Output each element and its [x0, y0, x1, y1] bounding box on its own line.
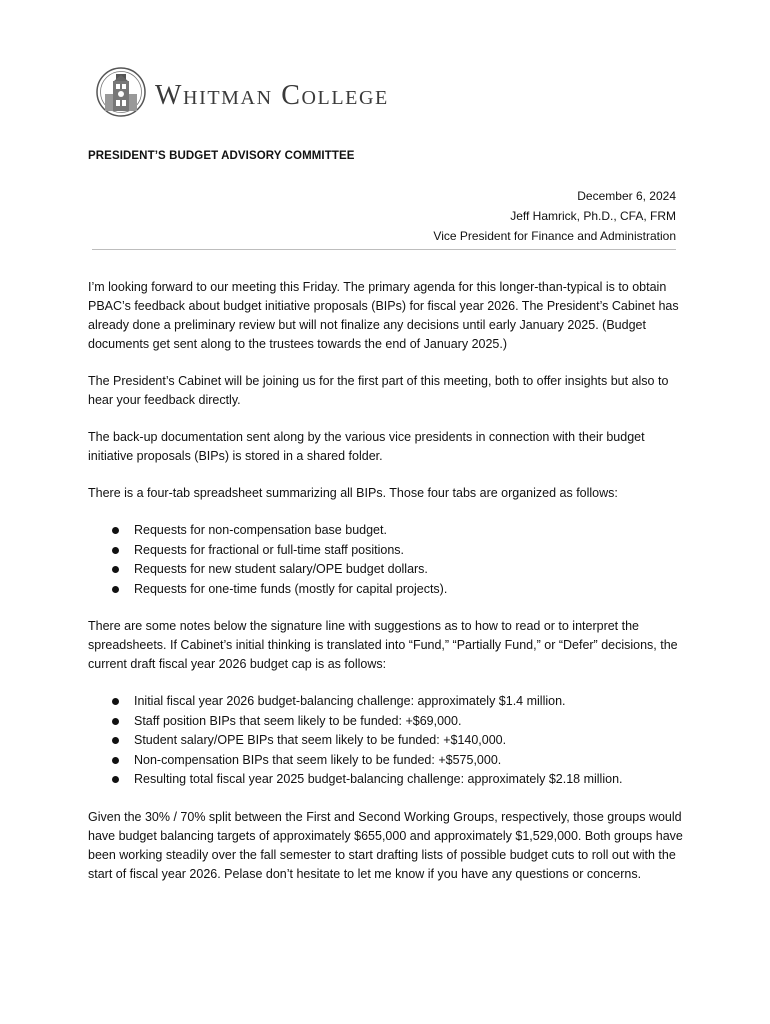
- memo-author-title: Vice President for Finance and Administration: [433, 229, 676, 243]
- memo-author: Jeff Hamrick, Ph.D., CFA, FRM: [510, 209, 676, 223]
- paragraph-cabinet: The President’s Cabinet will be joining us for the first part of this meeting, both to offer insights but also to hear your feedback directly.: [88, 374, 669, 407]
- paragraph-documentation: The back-up documentation sent along by the various vice presidents in connection with their budget initiative proposals (BIPs) is stored in a shared folder.: [88, 430, 645, 463]
- bullet-icon: [112, 757, 119, 764]
- list-item: Staff position BIPs that seem likely to be funded: +$69,000.: [108, 712, 688, 732]
- paragraph-working-groups: Given the 30% / 70% split between the First and Second Working Groups, respectively, those groups would have budget balancing targets of approximately $655,000 and approximately $1,529,000. Both groups have been working steadily over the fall semester to start drafting lists of possible budget cuts to roll out with the start of fiscal year 2026. Pelase don’t hesitate to let me know if you have any questions or concerns.: [88, 809, 683, 881]
- paragraph-budget-cap: There are some notes below the signature line with suggestions as to how to read or to interpret the spreadsheets. If Cabinet’s initial thinking is translated into “Fund,” “Partially Fund,” or “Defer” decisions, the current draft fiscal year 2026 budget cap is as follows:: [88, 619, 678, 671]
- paragraph-spreadsheet: There is a four-tab spreadsheet summarizing all BIPs. Those four tabs are organized as follows:: [88, 486, 618, 500]
- bullet-icon: [112, 776, 119, 783]
- bullet-icon: [112, 547, 119, 554]
- memo-body: [88, 278, 688, 902]
- spreadsheet-tabs-list: [88, 521, 688, 599]
- list-item: Non-compensation BIPs that seem likely to be funded: +$575,000.: [108, 751, 688, 771]
- college-seal-icon: [95, 66, 147, 118]
- paragraph-intro: I’m looking forward to our meeting this Friday. The primary agenda for this longer-than-typical is to obtain PBAC’s feedback about budget initiative proposals (BIPs) for fiscal year 2026. The President’s Cabinet has already done a preliminary review but will not finalize any decisions until early January 2025. (Budget documents get sent along to the trustees towards the end of January 2025.): [88, 280, 679, 351]
- bullet-icon: [112, 586, 119, 593]
- bullet-icon: [112, 737, 119, 744]
- college-logo: [95, 66, 389, 118]
- bullet-icon: [112, 698, 119, 705]
- list-item: Requests for one-time funds (mostly for capital projects).: [108, 580, 688, 600]
- list-item: Requests for new student salary/OPE budget dollars.: [108, 560, 688, 580]
- list-item: Initial fiscal year 2026 budget-balancing challenge: approximately $1.4 million.: [108, 692, 688, 712]
- list-item: Requests for fractional or full-time staff positions.: [108, 541, 688, 561]
- committee-heading: PRESIDENT’S BUDGET ADVISORY COMMITTEE: [88, 150, 355, 162]
- bullet-icon: [112, 566, 119, 573]
- bullet-icon: [112, 718, 119, 725]
- memo-date: December 6, 2024: [577, 189, 676, 203]
- bullet-icon: [112, 527, 119, 534]
- header-divider: [92, 249, 676, 250]
- memo-meta: [433, 186, 676, 246]
- college-wordmark: Whitman College: [155, 80, 389, 111]
- list-item: Requests for non-compensation base budget.: [108, 521, 688, 541]
- list-item: Student salary/OPE BIPs that seem likely to be funded: +$140,000.: [108, 731, 688, 751]
- budget-cap-list: [88, 692, 688, 790]
- list-item: Resulting total fiscal year 2025 budget-balancing challenge: approximately $2.18 million.: [108, 770, 688, 790]
